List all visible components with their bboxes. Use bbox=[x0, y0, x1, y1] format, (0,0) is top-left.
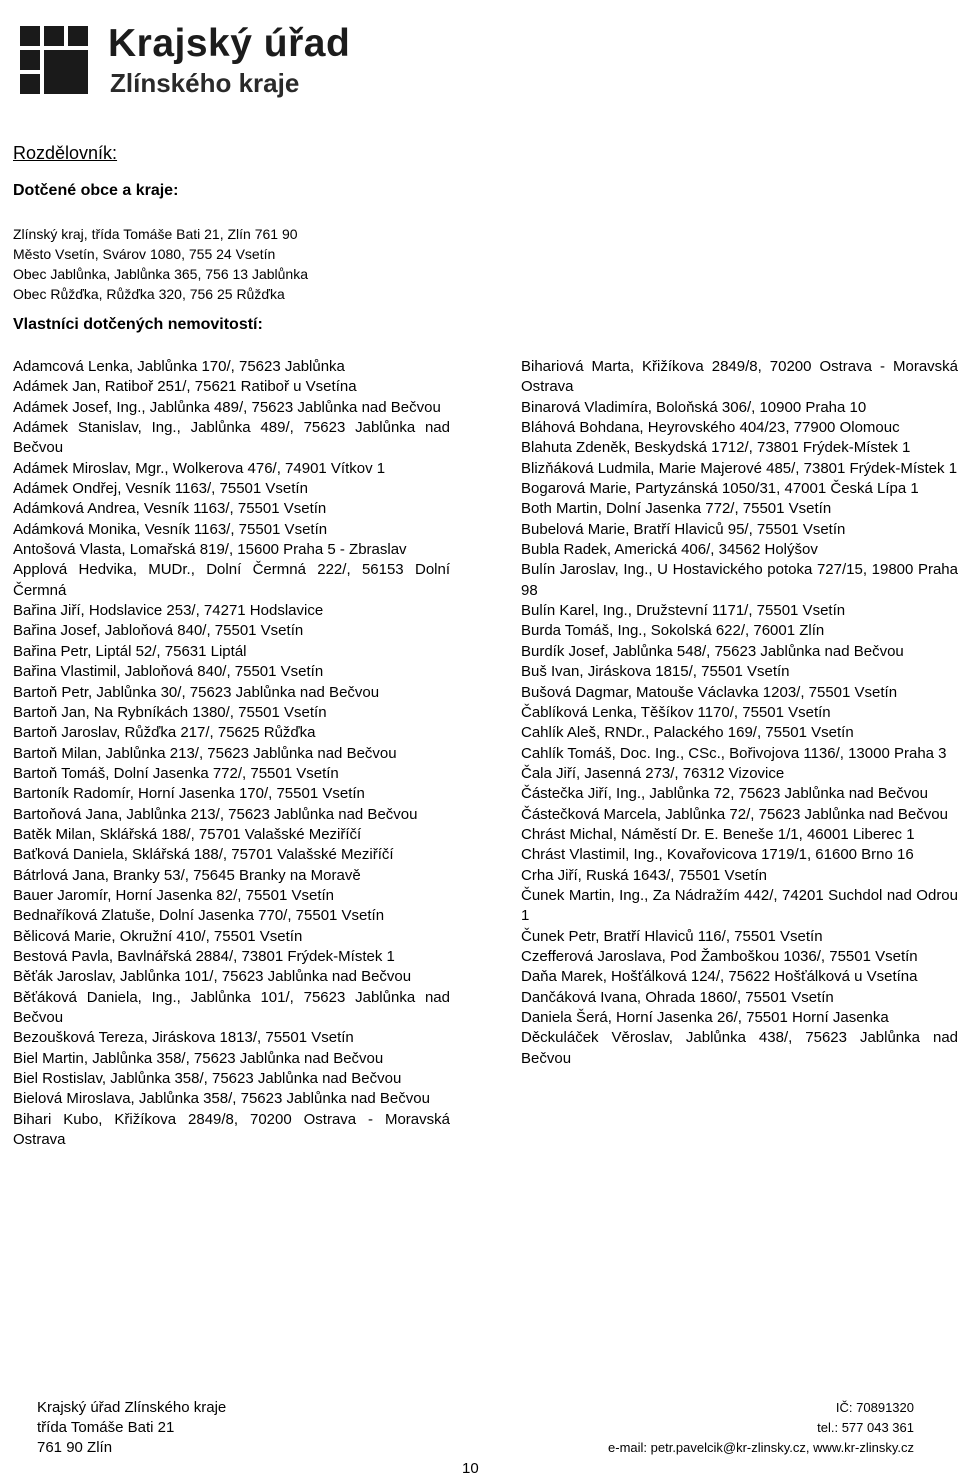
owner-entry: Baťková Daniela, Sklářská 188/, 75701 Valašské Meziříčí bbox=[13, 846, 394, 864]
owner-entry: Bátrlová Jana, Branky 53/, 75645 Branky na Moravě bbox=[13, 866, 361, 884]
owner-entry: Bartoň Jan, Na Rybníkách 1380/, 75501 Vsetín bbox=[13, 703, 327, 721]
owner-entry: Chrást Vlastimil, Ing., Kovařovicova 1719/1, 61600 Brno 16 bbox=[521, 846, 914, 864]
owner-entry: Bubla Radek, Americká 406/, 34562 Holýšov bbox=[521, 541, 818, 559]
owner-entry: Adámek Jan, Ratiboř 251/, 75621 Ratiboř u Vsetína bbox=[13, 378, 357, 396]
owner-entry: Částečka Jiří, Ing., Jablůnka 72, 75623 Jablůnka nad Bečvou bbox=[521, 785, 928, 803]
page-number: 10 bbox=[462, 1460, 479, 1477]
logo-title: Krajský úřad bbox=[108, 22, 351, 65]
footer-address-line: Krajský úřad Zlínského kraje bbox=[37, 1399, 227, 1416]
owner-entry: Bestová Pavla, Bavlnářská 2884/, 73801 Frýdek-Místek 1 bbox=[13, 947, 395, 965]
footer-address-line: 761 90 Zlín bbox=[37, 1439, 113, 1456]
owner-entry: Bartoňová Jana, Jablůnka 213/, 75623 Jablůnka nad Bečvou bbox=[13, 805, 418, 823]
owner-entry: Bartoň Petr, Jablůnka 30/, 75623 Jablůnka nad Bečvou bbox=[13, 683, 380, 701]
owner-entry: Bařina Jiří, Hodslavice 253/, 74271 Hodslavice bbox=[13, 602, 324, 620]
owner-entry: Bednaříková Zlatuše, Dolní Jasenka 770/, 75501 Vsetín bbox=[13, 907, 385, 925]
footer-ico: IČ: 70891320 bbox=[835, 1400, 914, 1415]
owner-entry: Dančáková Ivana, Ohrada 1860/, 75501 Vsetín bbox=[521, 988, 834, 1006]
dotcene-obce-heading: Dotčené obce a kraje: bbox=[13, 182, 179, 199]
owner-entry: Děckuláček Věroslav, Jablůnka 438/, 75623 Jablůnka nad Bečvou bbox=[521, 1029, 958, 1067]
obce-item: Obec Jablůnka, Jablůnka 365, 756 13 Jablůnka bbox=[13, 266, 308, 282]
owner-entry: Bařina Petr, Liptál 52/, 75631 Liptál bbox=[13, 642, 247, 660]
owner-entry: Antošová Vlasta, Lomařská 819/, 15600 Praha 5 - Zbraslav bbox=[13, 541, 407, 559]
owner-entry: Bláhová Bohdana, Heyrovského 404/23, 77900 Olomouc bbox=[521, 419, 900, 437]
owner-entry: Binarová Vladimíra, Boloňská 306/, 10900 Praha 10 bbox=[521, 398, 867, 416]
owner-entry: Bulín Karel, Ing., Družstevní 1171/, 75501 Vsetín bbox=[521, 602, 846, 620]
footer-phone: tel.: 577 043 361 bbox=[817, 1420, 914, 1435]
owner-entry: Běťáková Daniela, Ing., Jablůnka 101/, 75623 Jablůnka nad Bečvou bbox=[13, 988, 450, 1026]
owner-entry: Bartoň Tomáš, Dolní Jasenka 772/, 75501 Vsetín bbox=[13, 764, 339, 782]
owner-entry: Adámek Stanislav, Ing., Jablůnka 489/, 75623 Jablůnka nad Bečvou bbox=[13, 419, 450, 457]
owner-entry: Adámek Miroslav, Mgr., Wolkerova 476/, 74901 Vítkov 1 bbox=[13, 459, 386, 477]
logo-squares-icon bbox=[20, 26, 90, 96]
footer-address-line: třída Tomáše Bati 21 bbox=[37, 1419, 175, 1436]
footer-contact bbox=[608, 1398, 914, 1458]
owner-entry: Cahlík Tomáš, Doc. Ing., CSc., Bořivojova 1136/, 13000 Praha 3 bbox=[521, 744, 947, 762]
owner-entry: Bogarová Marie, Partyzánská 1050/31, 47001 Česká Lípa 1 bbox=[521, 480, 919, 498]
owner-entry: Both Martin, Dolní Jasenka 772/, 75501 Vsetín bbox=[521, 500, 832, 518]
owner-entry: Bušová Dagmar, Matouše Václavka 1203/, 75501 Vsetín bbox=[521, 683, 898, 701]
logo-subtitle: Zlínského kraje bbox=[110, 68, 300, 98]
owner-entry: Batěk Milan, Sklářská 188/, 75701 Valašské Meziříčí bbox=[13, 825, 362, 843]
obce-list bbox=[13, 224, 308, 304]
owner-entry: Applová Hedvika, MUDr., Dolní Čermná 222/, 56153 Dolní Čermná bbox=[13, 561, 450, 599]
owner-entry: Czefferová Jaroslava, Pod Žamboškou 1036/, 75501 Vsetín bbox=[521, 947, 918, 965]
rozdelovnik-heading: Rozdělovník: bbox=[13, 143, 118, 163]
owner-entry: Bulín Jaroslav, Ing., U Hostavického potoka 727/15, 19800 Praha 98 bbox=[521, 561, 958, 599]
owners-left-column bbox=[13, 357, 450, 1150]
owner-entry: Bielová Miroslava, Jablůnka 358/, 75623 Jablůnka nad Bečvou bbox=[13, 1090, 430, 1108]
owner-entry: Burdík Josef, Jablůnka 548/, 75623 Jablůnka nad Bečvou bbox=[521, 642, 904, 660]
owner-entry: Blizňáková Ludmila, Marie Majerové 485/, 73801 Frýdek-Místek 1 bbox=[521, 459, 958, 477]
footer-email-web: e-mail: petr.pavelcik@kr-zlinsky.cz, www.kr-zlinsky.cz bbox=[608, 1440, 914, 1455]
owner-entry: Bauer Jaromír, Horní Jasenka 82/, 75501 Vsetín bbox=[13, 886, 335, 904]
owner-entry: Biel Rostislav, Jablůnka 358/, 75623 Jablůnka nad Bečvou bbox=[13, 1070, 402, 1088]
owner-entry: Bihariová Marta, Křižíkova 2849/8, 70200 Ostrava - Moravská Ostrava bbox=[521, 358, 958, 396]
owner-entry: Adamcová Lenka, Jablůnka 170/, 75623 Jablůnka bbox=[13, 358, 345, 375]
owner-entry: Adámek Josef, Ing., Jablůnka 489/, 75623 Jablůnka nad Bečvou bbox=[13, 398, 441, 416]
owner-entry: Crha Jiří, Ruská 1643/, 75501 Vsetín bbox=[521, 866, 767, 884]
owner-entry: Bělicová Marie, Okružní 410/, 75501 Vsetín bbox=[13, 927, 303, 945]
krajsky-urad-logo bbox=[20, 22, 351, 102]
owner-entry: Cahlík Aleš, RNDr., Palackého 169/, 75501 Vsetín bbox=[521, 724, 854, 742]
owner-entry: Blahuta Zdeněk, Beskydská 1712/, 73801 Frýdek-Místek 1 bbox=[521, 439, 911, 457]
owner-entry: Bihari Kubo, Křižíkova 2849/8, 70200 Ostrava - Moravská Ostrava bbox=[13, 1110, 450, 1149]
owner-entry: Částečková Marcela, Jablůnka 72/, 75623 Jablůnka nad Bečvou bbox=[521, 805, 948, 823]
owner-entry: Bartoník Radomír, Horní Jasenka 170/, 75501 Vsetín bbox=[13, 785, 365, 803]
owner-entry: Adámková Monika, Vesník 1163/, 75501 Vsetín bbox=[13, 520, 328, 538]
owner-entry: Bezoušková Tereza, Jiráskova 1813/, 75501 Vsetín bbox=[13, 1029, 354, 1047]
owner-entry: Bartoň Milan, Jablůnka 213/, 75623 Jablůnka nad Bečvou bbox=[13, 744, 397, 762]
vlastnici-heading: Vlastníci dotčených nemovitostí: bbox=[13, 316, 263, 333]
owner-entry: Daniela Šerá, Horní Jasenka 26/, 75501 Horní Jasenka bbox=[521, 1009, 889, 1026]
owner-entry: Bubelová Marie, Bratří Hlaviců 95/, 75501 Vsetín bbox=[521, 520, 846, 538]
owner-entry: Běťák Jaroslav, Jablůnka 101/, 75623 Jablůnka nad Bečvou bbox=[13, 968, 412, 986]
owner-entry: Čablíková Lenka, Těšíkov 1170/, 75501 Vsetín bbox=[521, 703, 831, 721]
owner-entry: Adámková Andrea, Vesník 1163/, 75501 Vsetín bbox=[13, 500, 327, 518]
owner-entry: Čala Jiří, Jasenná 273/, 76312 Vizovice bbox=[521, 764, 785, 782]
obce-item: Město Vsetín, Svárov 1080, 755 24 Vsetín bbox=[13, 246, 276, 262]
owner-entry: Bařina Josef, Jabloňová 840/, 75501 Vsetín bbox=[13, 622, 304, 640]
owner-entry: Adámek Ondřej, Vesník 1163/, 75501 Vsetín bbox=[13, 480, 308, 498]
footer-address bbox=[37, 1398, 226, 1458]
obce-item: Zlínský kraj, třída Tomáše Bati 21, Zlín 761 90 bbox=[13, 226, 298, 242]
owner-entry: Čunek Petr, Bratří Hlaviců 116/, 75501 Vsetín bbox=[521, 927, 823, 945]
owner-entry: Buš Ivan, Jiráskova 1815/, 75501 Vsetín bbox=[521, 663, 790, 681]
owner-entry: Čunek Martin, Ing., Za Nádražím 442/, 74201 Suchdol nad Odrou 1 bbox=[521, 886, 958, 925]
owner-entry: Burda Tomáš, Ing., Sokolská 622/, 76001 Zlín bbox=[521, 622, 825, 640]
owner-entry: Bařina Vlastimil, Jabloňová 840/, 75501 Vsetín bbox=[13, 663, 324, 681]
obce-item: Obec Růžďka, Růžďka 320, 756 25 Růžďka bbox=[13, 286, 285, 302]
owners-right-column bbox=[521, 357, 958, 1069]
owner-entry: Chrást Michal, Náměstí Dr. E. Beneše 1/1, 46001 Liberec 1 bbox=[521, 825, 915, 843]
owner-entry: Biel Martin, Jablůnka 358/, 75623 Jablůnka nad Bečvou bbox=[13, 1049, 384, 1067]
owner-entry: Bartoň Jaroslav, Růžďka 217/, 75625 Růžďka bbox=[13, 724, 316, 742]
owner-entry: Daňa Marek, Hošťálková 124/, 75622 Hošťálková u Vsetína bbox=[521, 968, 918, 986]
